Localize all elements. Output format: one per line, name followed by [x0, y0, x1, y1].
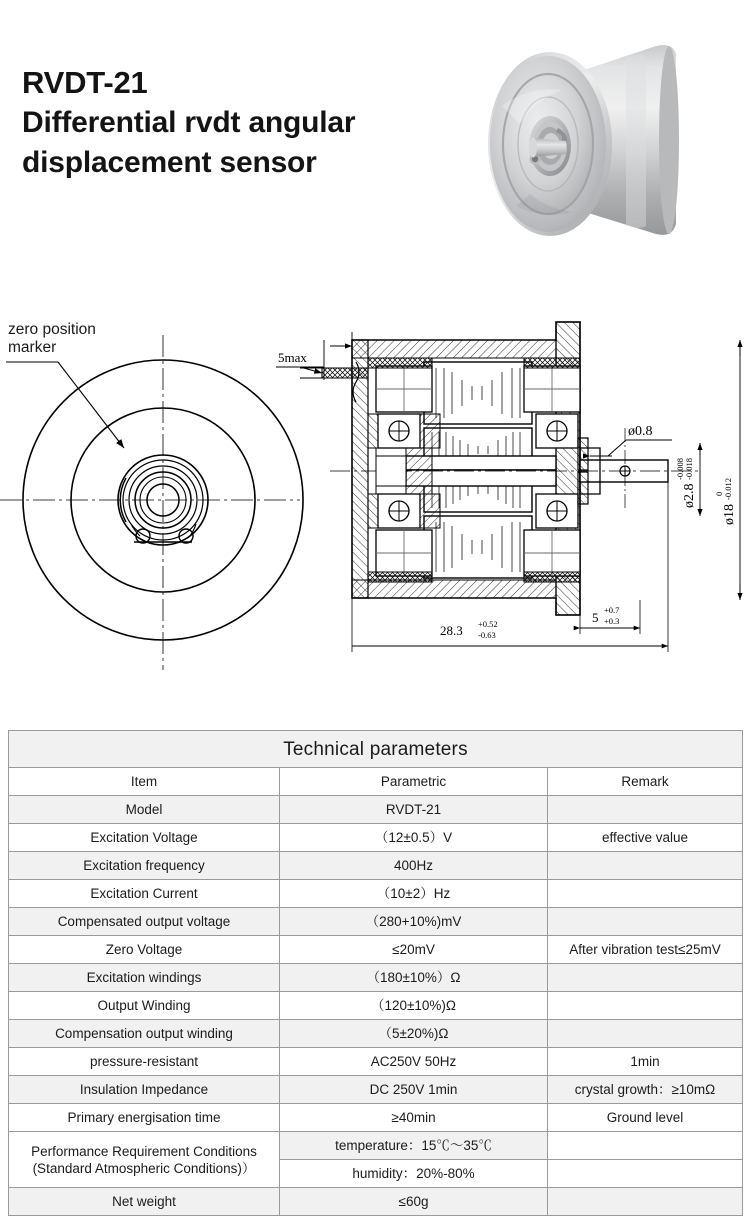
cell-item: pressure-resistant	[9, 1048, 280, 1076]
table-row	[9, 852, 743, 880]
cell-parametric: 400Hz	[280, 852, 548, 880]
dim-5-lower: +0.3	[604, 616, 620, 626]
cell-remark	[548, 1020, 743, 1048]
cell-parametric: （120±10%)Ω	[280, 992, 548, 1020]
table-row	[9, 1104, 743, 1132]
cell-remark	[548, 796, 743, 824]
dimension-diameter-2-8	[675, 443, 700, 516]
performance-conditions-line-2: (Standard Atmospheric Conditions)）	[32, 1160, 256, 1176]
dim-283-base: 28.3	[440, 623, 463, 638]
page-title: RVDT-21	[22, 65, 148, 100]
product-photo	[476, 28, 698, 266]
cell-item: Output Winding	[9, 992, 280, 1020]
table-title: Technical parameters	[9, 731, 743, 768]
performance-conditions-line-1: Performance Requirement Conditions	[31, 1143, 257, 1159]
cell-remark	[548, 1188, 743, 1216]
dim-d18-upper: 0	[714, 491, 724, 496]
dimension-length-5	[580, 600, 640, 634]
cell-humidity-remark	[548, 1160, 743, 1188]
cell-humidity: humidity：20%-80%	[280, 1160, 548, 1188]
column-header-item: Item	[9, 768, 280, 796]
cell-remark	[548, 908, 743, 936]
cell-temperature-remark	[548, 1132, 743, 1160]
table-row	[9, 1188, 743, 1216]
cell-remark	[548, 992, 743, 1020]
cell-parametric: DC 250V 1min	[280, 1076, 548, 1104]
table-row	[9, 908, 743, 936]
cell-remark: Ground level	[548, 1104, 743, 1132]
cell-item: Insulation Impedance	[9, 1076, 280, 1104]
dim-283-upper: +0.52	[478, 619, 498, 629]
table-body	[9, 731, 743, 1216]
cell-parametric: （12±0.5）V	[280, 824, 548, 852]
engineering-drawing-svg	[0, 310, 750, 700]
table-row	[9, 992, 743, 1020]
cell-parametric: AC250V 50Hz	[280, 1048, 548, 1076]
cell-temperature: temperature：15℃～35℃	[280, 1132, 548, 1160]
cell-parametric: ≥40min	[280, 1104, 548, 1132]
table-row	[9, 796, 743, 824]
cell-item: Excitation Voltage	[9, 824, 280, 852]
dim-5-upper: +0.7	[604, 605, 620, 615]
table-row	[9, 1020, 743, 1048]
cell-remark: crystal growth：≥10mΩ	[548, 1076, 743, 1104]
dim-d08-text: ø0.8	[628, 424, 653, 439]
technical-parameters-section	[8, 730, 742, 1216]
column-header-parametric: Parametric	[280, 768, 548, 796]
dim-283-lower: -0.63	[478, 630, 496, 640]
technical-parameters-table	[8, 730, 743, 1216]
cell-remark	[548, 964, 743, 992]
cell-remark: After vibration test≤25mV	[548, 936, 743, 964]
product-subtitle-line-2: displacement sensor	[22, 146, 317, 179]
dim-d28-base: ø2.8	[682, 483, 697, 508]
zero-marker-label-line2: marker	[8, 339, 57, 356]
cell-remark: effective value	[548, 824, 743, 852]
table-row	[9, 936, 743, 964]
cell-item: Excitation windings	[9, 964, 280, 992]
cell-parametric: （10±2）Hz	[280, 880, 548, 908]
table-row	[9, 1132, 743, 1160]
technical-drawings	[0, 310, 750, 700]
hero-section	[0, 0, 750, 300]
cell-remark	[548, 880, 743, 908]
cell-item: Zero Voltage	[9, 936, 280, 964]
table-header-row	[9, 768, 743, 796]
dim-5-base: 5	[592, 610, 599, 625]
cell-remark	[548, 852, 743, 880]
cell-item: Compensation output winding	[9, 1020, 280, 1048]
table-row	[9, 880, 743, 908]
dim-d28-upper: -0.008	[675, 458, 685, 480]
sensor-illustration	[476, 28, 698, 266]
cell-item: Excitation Current	[9, 880, 280, 908]
dim-5max-text: 5max	[278, 350, 307, 365]
cell-remark: 1min	[548, 1048, 743, 1076]
product-title-block	[22, 63, 492, 183]
dim-d18-lower: -0.012	[723, 478, 733, 500]
column-header-remark: Remark	[548, 768, 743, 796]
cell-parametric: （280+10%)mV	[280, 908, 548, 936]
cell-parametric: ≤60g	[280, 1188, 548, 1216]
cell-parametric: （5±20%)Ω	[280, 1020, 548, 1048]
table-row	[9, 1048, 743, 1076]
cell-performance-conditions	[9, 1132, 280, 1188]
table-row	[9, 824, 743, 852]
cell-parametric: ≤20mV	[280, 936, 548, 964]
cell-parametric: （180±10%）Ω	[280, 964, 548, 992]
table-row	[9, 1076, 743, 1104]
zero-marker-label-line1: zero position	[8, 321, 96, 338]
cell-item: Model	[9, 796, 280, 824]
cell-item: Compensated output voltage	[9, 908, 280, 936]
cross-section-view	[300, 322, 700, 615]
zero-position-marker-callout	[6, 321, 124, 448]
product-subtitle-line-1: Differential rvdt angular	[22, 106, 356, 139]
dim-d18-base: ø18	[722, 504, 737, 525]
front-view	[0, 335, 303, 670]
cell-item: Primary energisation time	[9, 1104, 280, 1132]
dimension-diameter-18	[714, 340, 740, 600]
dim-d28-lower: -0.018	[684, 458, 694, 480]
table-row	[9, 964, 743, 992]
table-title-row	[9, 731, 743, 768]
cell-item: Net weight	[9, 1188, 280, 1216]
cell-item: Excitation frequency	[9, 852, 280, 880]
cell-parametric: RVDT-21	[280, 796, 548, 824]
